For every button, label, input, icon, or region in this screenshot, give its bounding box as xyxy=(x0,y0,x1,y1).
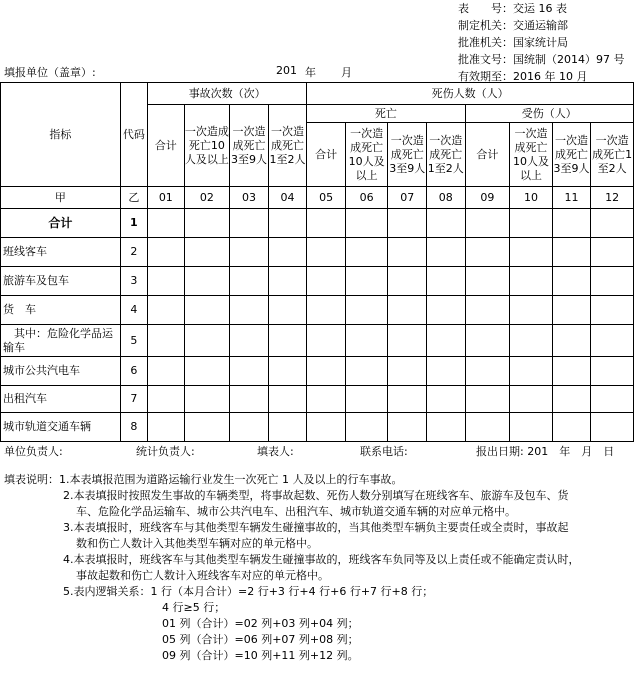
data-cell[interactable] xyxy=(345,325,388,357)
table-row xyxy=(1,209,634,238)
data-cell[interactable] xyxy=(184,413,230,442)
data-cell[interactable] xyxy=(465,238,510,267)
data-cell[interactable] xyxy=(510,357,553,386)
data-cell[interactable] xyxy=(427,296,466,325)
data-cell[interactable] xyxy=(591,413,634,442)
data-cell[interactable] xyxy=(307,238,346,267)
row-label: 出租汽车 xyxy=(1,386,121,413)
data-cell[interactable] xyxy=(268,267,307,296)
data-cell[interactable] xyxy=(345,238,388,267)
data-cell[interactable] xyxy=(427,413,466,442)
data-cell[interactable] xyxy=(552,238,591,267)
report-date-label: 报出日期: 201 年 月 日 xyxy=(476,445,615,458)
data-cell[interactable] xyxy=(552,357,591,386)
injury-header: 受伤（人） xyxy=(465,105,633,123)
approving-authority: 批准机关：国家统计局 xyxy=(458,36,568,49)
row-label: 旅游车及包车 xyxy=(1,267,121,296)
column-number-row xyxy=(1,187,634,209)
data-cell[interactable] xyxy=(465,357,510,386)
data-cell[interactable] xyxy=(388,238,427,267)
data-cell[interactable] xyxy=(345,386,388,413)
unit-head-label: 单位负责人: xyxy=(4,445,63,458)
data-cell[interactable] xyxy=(307,386,346,413)
row-label: 货 车 xyxy=(1,296,121,325)
col-number: 02 xyxy=(184,187,230,209)
accidents-3to9-header: 一次造成死亡3至9人 xyxy=(230,105,269,187)
data-cell[interactable] xyxy=(388,267,427,296)
data-cell[interactable] xyxy=(230,296,269,325)
data-cell[interactable] xyxy=(388,413,427,442)
data-cell[interactable] xyxy=(552,267,591,296)
reporting-unit-line xyxy=(0,64,641,80)
col-number: 12 xyxy=(591,187,634,209)
report-year: 201 xyxy=(276,64,297,77)
data-cell[interactable] xyxy=(510,296,553,325)
data-cell[interactable] xyxy=(345,209,388,238)
data-cell[interactable] xyxy=(388,209,427,238)
data-cell[interactable] xyxy=(230,325,269,357)
note-line: 3.本表填报时，班线客车与其他类型车辆发生碰撞事故的，当其他类型车辆负主要责任或全责时，事故起 xyxy=(63,521,569,534)
col-label-a: 甲 xyxy=(1,187,121,209)
note-line: 5.表内逻辑关系：1 行（本月合计）=2 行+3 行+4 行+6 行+7 行+8 行； xyxy=(63,585,434,598)
approval-document: 批准文号：国统制（2014）97 号 xyxy=(458,53,625,66)
data-cell[interactable] xyxy=(184,267,230,296)
data-cell[interactable] xyxy=(465,325,510,357)
injury-1to2-header: 一次造成死亡1至2人 xyxy=(591,123,634,187)
data-cell[interactable] xyxy=(148,325,185,357)
table-row xyxy=(1,296,634,325)
table-row xyxy=(1,386,634,413)
data-cell[interactable] xyxy=(591,296,634,325)
col-number: 08 xyxy=(427,187,466,209)
data-cell[interactable] xyxy=(307,413,346,442)
note-line: 05 列（合计）=06 列+07 列+08 列； xyxy=(162,633,359,646)
note-line: 4.本表填报时，班线客车与其他类型车辆发生碰撞事故的，班线客车负同等及以上责任或不能确定责认时， xyxy=(63,553,580,566)
row-code: 5 xyxy=(120,325,147,357)
death-1to2-header: 一次造成死亡1至2人 xyxy=(427,123,466,187)
data-cell[interactable] xyxy=(591,357,634,386)
row-label: 城市轨道交通车辆 xyxy=(1,413,121,442)
data-cell[interactable] xyxy=(345,413,388,442)
data-cell[interactable] xyxy=(148,238,185,267)
row-label: 合计 xyxy=(1,209,121,238)
data-cell[interactable] xyxy=(510,413,553,442)
note-line: 事故起数和伤亡人数计入班线客车对应的单元格中。 xyxy=(76,569,329,582)
data-cell[interactable] xyxy=(307,296,346,325)
data-cell[interactable] xyxy=(230,413,269,442)
note-line: 01 列（合计）=02 列+03 列+04 列； xyxy=(162,617,359,630)
data-cell[interactable] xyxy=(230,267,269,296)
data-cell[interactable] xyxy=(230,238,269,267)
data-cell[interactable] xyxy=(510,325,553,357)
col-number: 06 xyxy=(345,187,388,209)
injury-total-header: 合计 xyxy=(465,123,510,187)
data-cell[interactable] xyxy=(148,267,185,296)
death-total-header: 合计 xyxy=(307,123,346,187)
row-code: 3 xyxy=(120,267,147,296)
data-cell[interactable] xyxy=(268,413,307,442)
death-header: 死亡 xyxy=(307,105,465,123)
data-cell[interactable] xyxy=(388,296,427,325)
casualties-header: 死伤人数（人） xyxy=(307,83,634,105)
data-cell[interactable] xyxy=(465,209,510,238)
accidents-header: 事故次数（次） xyxy=(148,83,307,105)
data-cell[interactable] xyxy=(388,357,427,386)
data-cell[interactable] xyxy=(345,357,388,386)
note-line: 车、危险化学品运输车、城市公共汽电车、出租汽车、城市轨道交通车辆的对应单元格中。 xyxy=(76,505,516,518)
data-cell[interactable] xyxy=(268,296,307,325)
col-number: 03 xyxy=(230,187,269,209)
reporting-unit-label: 填报单位（盖章）: xyxy=(4,66,96,79)
table-row xyxy=(1,413,634,442)
data-cell[interactable] xyxy=(427,357,466,386)
data-cell[interactable] xyxy=(148,413,185,442)
col-number: 11 xyxy=(552,187,591,209)
col-number: 04 xyxy=(268,187,307,209)
data-cell[interactable] xyxy=(388,386,427,413)
row-code: 7 xyxy=(120,386,147,413)
data-cell[interactable] xyxy=(591,267,634,296)
data-cell[interactable] xyxy=(591,238,634,267)
data-cell[interactable] xyxy=(552,413,591,442)
data-cell[interactable] xyxy=(591,325,634,357)
accidents-ge10-header: 一次造成死亡10人及以上 xyxy=(184,105,230,187)
code-header: 代码 xyxy=(120,83,147,187)
data-cell[interactable] xyxy=(307,325,346,357)
row-code: 6 xyxy=(120,357,147,386)
data-cell[interactable] xyxy=(591,209,634,238)
data-cell[interactable] xyxy=(184,296,230,325)
note-line: 数和伤亡人数计入其他类型车辆对应的单元格中。 xyxy=(76,537,318,550)
data-cell[interactable] xyxy=(307,357,346,386)
data-cell[interactable] xyxy=(552,325,591,357)
data-cell[interactable] xyxy=(230,357,269,386)
note-line: 4 行≥5 行； xyxy=(162,601,226,614)
data-cell[interactable] xyxy=(427,209,466,238)
row-label: 城市公共汽电车 xyxy=(1,357,121,386)
data-cell[interactable] xyxy=(552,386,591,413)
data-cell[interactable] xyxy=(268,386,307,413)
data-cell[interactable] xyxy=(184,209,230,238)
data-cell[interactable] xyxy=(230,209,269,238)
data-cell[interactable] xyxy=(465,386,510,413)
data-cell[interactable] xyxy=(184,325,230,357)
table-row xyxy=(1,238,634,267)
data-cell[interactable] xyxy=(510,267,553,296)
data-cell[interactable] xyxy=(307,267,346,296)
data-cell[interactable] xyxy=(268,209,307,238)
data-cell[interactable] xyxy=(148,209,185,238)
data-cell[interactable] xyxy=(552,296,591,325)
death-3to9-header: 一次造成死亡3至9人 xyxy=(388,123,427,187)
data-cell[interactable] xyxy=(230,386,269,413)
col-number: 01 xyxy=(148,187,185,209)
table-row xyxy=(1,325,634,357)
data-cell[interactable] xyxy=(148,296,185,325)
indicator-header: 指标 xyxy=(1,83,121,187)
data-cell[interactable] xyxy=(552,209,591,238)
data-cell[interactable] xyxy=(591,386,634,413)
data-cell[interactable] xyxy=(465,296,510,325)
data-cell[interactable] xyxy=(388,325,427,357)
phone-label: 联系电话: xyxy=(360,445,408,458)
row-label: 班线客车 xyxy=(1,238,121,267)
data-cell[interactable] xyxy=(268,238,307,267)
data-cell[interactable] xyxy=(184,357,230,386)
col-number: 09 xyxy=(465,187,510,209)
table-row xyxy=(1,357,634,386)
form-number: 表 号：交运 16 表 xyxy=(458,2,567,15)
data-cell[interactable] xyxy=(510,238,553,267)
row-code: 2 xyxy=(120,238,147,267)
data-cell[interactable] xyxy=(184,238,230,267)
note-line: 2.本表填报时按照发生事故的车辆类型，将事故起数、死伤人数分别填写在班线客车、旅游车及包车、货 xyxy=(63,489,569,502)
data-cell[interactable] xyxy=(268,357,307,386)
data-cell[interactable] xyxy=(510,386,553,413)
death-ge10-header: 一次造成死亡10人及以上 xyxy=(345,123,388,187)
row-code: 8 xyxy=(120,413,147,442)
data-cell[interactable] xyxy=(427,267,466,296)
col-label-b: 乙 xyxy=(120,187,147,209)
accidents-1to2-header: 一次造成死亡1至2人 xyxy=(268,105,307,187)
data-cell[interactable] xyxy=(268,325,307,357)
data-cell[interactable] xyxy=(148,386,185,413)
data-cell[interactable] xyxy=(307,209,346,238)
row-code: 4 xyxy=(120,296,147,325)
injury-ge10-header: 一次造成死亡10人及以上 xyxy=(510,123,553,187)
data-cell[interactable] xyxy=(510,209,553,238)
row-label: 其中：危险化学品运输车 xyxy=(1,325,121,357)
data-cell[interactable] xyxy=(427,325,466,357)
table-row xyxy=(1,267,634,296)
validity-date: 有效期至：2016 年 10 月 xyxy=(458,70,588,83)
data-cell[interactable] xyxy=(427,238,466,267)
data-cell[interactable] xyxy=(184,386,230,413)
data-cell[interactable] xyxy=(148,357,185,386)
col-number: 07 xyxy=(388,187,427,209)
data-cell[interactable] xyxy=(465,413,510,442)
accidents-total-header: 合计 xyxy=(148,105,185,187)
stat-head-label: 统计负责人: xyxy=(136,445,195,458)
signature-line xyxy=(0,443,641,459)
filler-label: 填表人: xyxy=(257,445,294,458)
year-unit: 年 xyxy=(305,66,316,79)
data-cell[interactable] xyxy=(427,386,466,413)
col-number: 05 xyxy=(307,187,346,209)
month-unit: 月 xyxy=(341,66,352,79)
accident-statistics-table xyxy=(0,82,634,442)
data-cell[interactable] xyxy=(345,296,388,325)
note-line: 填表说明：1.本表填报范围为道路运输行业发生一次死亡 1 人及以上的行车事故。 xyxy=(4,473,403,486)
data-cell[interactable] xyxy=(465,267,510,296)
injury-3to9-header: 一次造成死亡3至9人 xyxy=(552,123,591,187)
issuing-authority: 制定机关：交通运输部 xyxy=(458,19,568,32)
data-cell[interactable] xyxy=(345,267,388,296)
row-code: 1 xyxy=(120,209,147,238)
note-line: 09 列（合计）=10 列+11 列+12 列。 xyxy=(162,649,359,662)
data-rows xyxy=(1,209,634,442)
col-number: 10 xyxy=(510,187,553,209)
